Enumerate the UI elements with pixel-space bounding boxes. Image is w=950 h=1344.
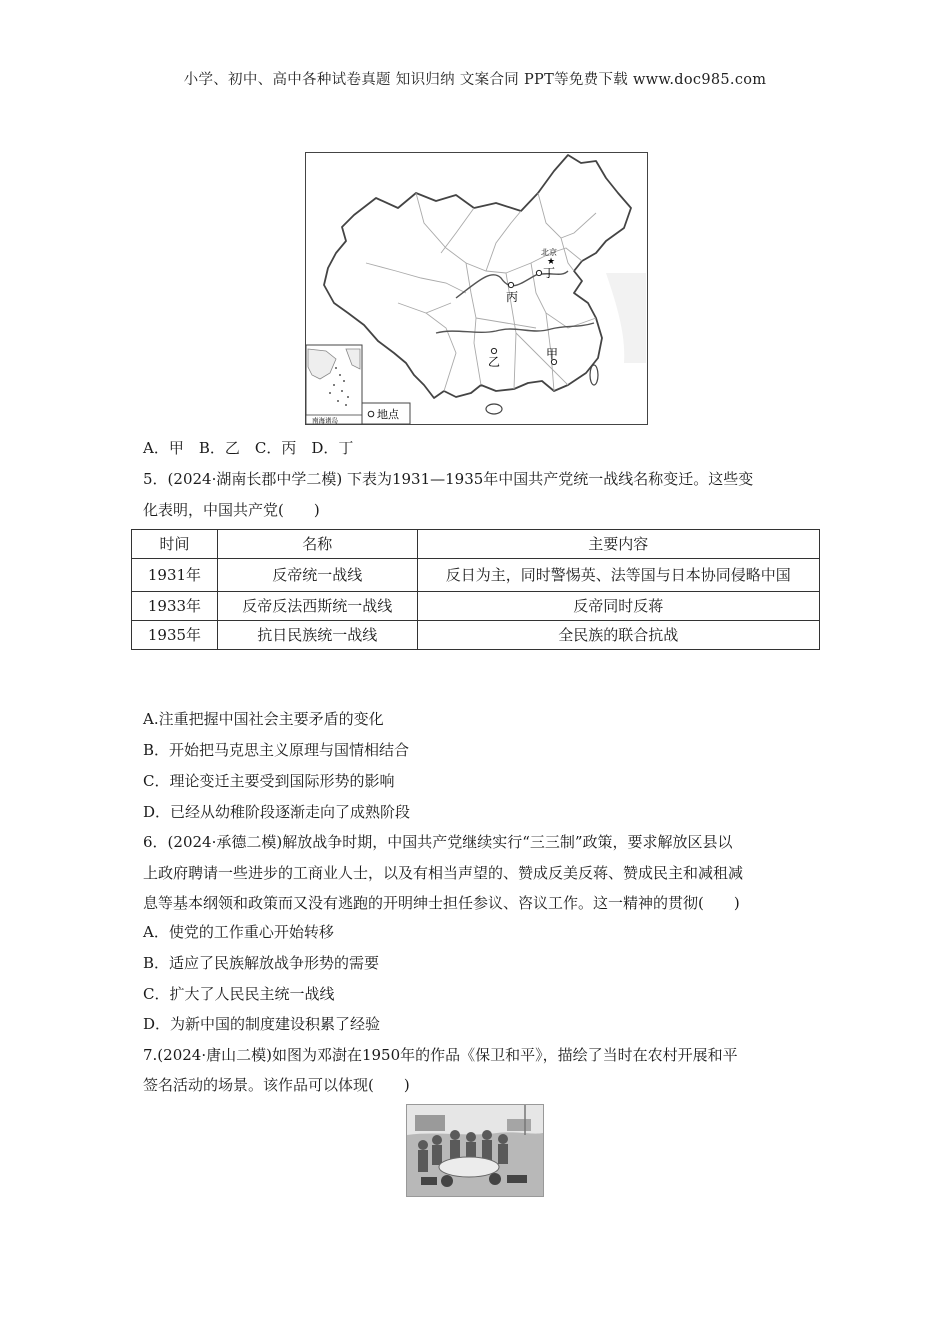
q5-option-b: B．开始把马克思主义原理与国情相结合 [143, 741, 410, 759]
q5-stem-line2: 化表明，中国共产党( ) [143, 501, 320, 519]
legend-place-icon [368, 411, 374, 417]
beijing-label: 北京 [541, 248, 557, 257]
table-cell-time: 1933年 [132, 592, 218, 621]
table-header-time: 时间 [132, 530, 218, 559]
hainan-island [486, 404, 502, 414]
table-cell-content: 反帝同时反蒋 [417, 592, 819, 621]
china-map-drawing [306, 153, 647, 424]
q6-option-d: D．为新中国的制度建设积累了经验 [143, 1015, 381, 1033]
q7-stem-line2: 签名活动的场景。该作品可以体现( ) [143, 1076, 410, 1094]
table-cell-name: 抗日民族统一战线 [217, 621, 417, 650]
painting-drawing [407, 1105, 543, 1196]
south-sea-inset [306, 345, 362, 424]
q6-stem-line3: 息等基本纲领和政策而又没有逃跑的开明绅士担任参议、咨议工作。这一精神的贯彻( ) [143, 894, 740, 912]
q5-option-d: D．已经从幼稚阶段逐渐走向了成熟阶段 [143, 803, 411, 821]
q4-options: A．甲 B．乙 C．丙 D．丁 [143, 439, 354, 457]
beijing-star-icon: ★ [547, 257, 556, 267]
legend-label: 地点 [377, 408, 399, 421]
map-legend [362, 403, 410, 424]
q6-option-a: A．使党的工作重心开始转移 [143, 923, 334, 941]
inset-caption: 南海诸岛 [312, 416, 338, 424]
page-header: 小学、初中、高中各种试卷真题 知识归纳 文案合同 PPT等免费下载 www.doc985.com [183, 72, 767, 88]
place-yi-marker [491, 348, 496, 353]
table-cell-content: 全民族的联合抗战 [417, 621, 819, 650]
table-cell-content: 反日为主，同时警惕英、法等国与日本协同侵略中国 [417, 559, 819, 592]
taiwan-island [590, 365, 598, 385]
q5-stem-line1: 5．(2024·湖南长郡中学二模) 下表为1931—1935年中国共产党统一战线名称变迁。这些变 [143, 470, 754, 488]
table-row [132, 559, 820, 592]
place-jia-label: 甲 [546, 347, 559, 361]
q6-stem-line1: 6．(2024·承德二模)解放战争时期，中国共产党继续实行“三三制”政策，要求解放区县以 [143, 833, 733, 851]
table-row [132, 592, 820, 621]
place-bing-marker [508, 282, 513, 287]
place-ding-marker [536, 270, 541, 275]
table-header-row [132, 530, 820, 559]
q6-option-b: B．适应了民族解放战争形势的需要 [143, 954, 380, 972]
table-header-content: 主要内容 [417, 530, 819, 559]
q5-table [131, 529, 820, 650]
table-header-name: 名称 [217, 530, 417, 559]
q6-stem-line2: 上政府聘请一些进步的工商业人士，以及有相当声望的、赞成反美反蒋、赞成民主和减租减 [143, 864, 744, 882]
q7-stem-line1: 7.(2024·唐山二模)如图为邓澍在1950年的作品《保卫和平》，描绘了当时在农村开展和平 [143, 1046, 738, 1064]
china-map [305, 152, 648, 425]
place-ding-label: 丁 [543, 266, 556, 280]
table-cell-name: 反帝反法西斯统一战线 [217, 592, 417, 621]
table-cell-time: 1935年 [132, 621, 218, 650]
table-cell-time: 1931年 [132, 559, 218, 592]
place-bing-label: 丙 [506, 290, 519, 304]
q5-option-a: A.注重把握中国社会主要矛盾的变化 [143, 710, 384, 728]
q5-option-c: C．理论变迁主要受到国际形势的影响 [143, 772, 395, 790]
table-row [132, 621, 820, 650]
painting-image [406, 1104, 544, 1197]
table-cell-name: 反帝统一战线 [217, 559, 417, 592]
place-yi-label: 乙 [488, 355, 501, 369]
q6-option-c: C．扩大了人民民主统一战线 [143, 985, 335, 1003]
